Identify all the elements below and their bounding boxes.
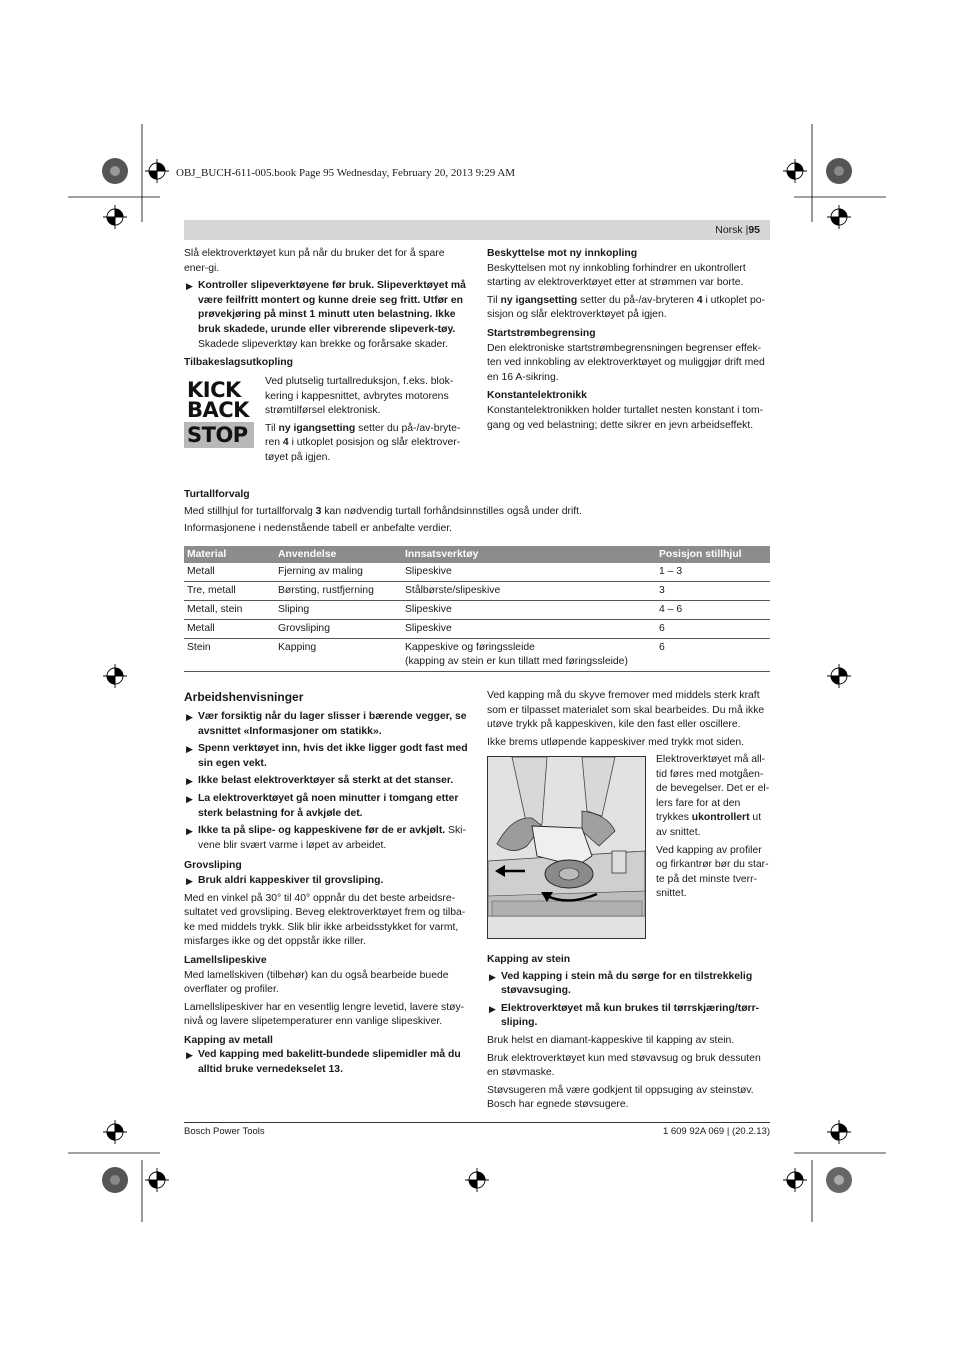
footer-rule bbox=[184, 1122, 770, 1123]
print-header: OBJ_BUCH-611-005.book Page 95 Wednesday, February 20, 2013 9:29 AM bbox=[176, 167, 516, 179]
table-row bbox=[184, 601, 770, 620]
kapp-metal-bullet: ▶ Ved kapping med bakelitt-bundede slipemidler må du alltid bruke vernedekselet 13. bbox=[186, 1049, 461, 1076]
grov-bullet: ▶ Bruk aldri kappeskiver til grovsliping. bbox=[184, 874, 468, 889]
intro-text: Slå elektroverktøyet kun på når du bruker det for å spare ener-gi. bbox=[184, 248, 445, 274]
kapp-metal-heading: Kapping av metall bbox=[184, 1034, 273, 1046]
bullet-arrow-icon: ▶ bbox=[186, 1050, 193, 1061]
table-cell: Tre, metall bbox=[184, 582, 275, 601]
page-header-label bbox=[680, 223, 760, 238]
table-header-cell: Material bbox=[184, 546, 275, 563]
cutting-text-2: Ikke brems utløpende kappeskiver med trykk mot siden. bbox=[487, 736, 744, 748]
footer-left: Bosch Power Tools bbox=[184, 1126, 265, 1137]
table-cell: Kappeskive og føringssleide (kapping av stein er kun tillatt med føringssleide) bbox=[402, 639, 656, 672]
header-separator: | bbox=[745, 224, 749, 236]
bullet-arrow-icon: ▶ bbox=[186, 875, 193, 886]
table-cell: Slipeskive bbox=[402, 620, 656, 639]
speed-line-1: Med stillhjul for turtallforvalg 3 kan nødvendig turtall forhåndsinnstilles også under drift. bbox=[184, 505, 582, 517]
speed-table bbox=[184, 546, 770, 672]
table-cell: Slipeskive bbox=[402, 563, 656, 582]
lamell-text-1: Med lamellskiven (tilbehør) kan du også bearbeide buede overflater og profiler. bbox=[184, 969, 449, 996]
kickback-text: Ved plutselig turtallreduksjon, f.eks. blok-kering i kappesnittet, avbrytes motorens strømtilførsel elektronisk. bbox=[265, 376, 454, 417]
table-cell: Metall bbox=[184, 620, 275, 639]
table-cell: Slipeskive bbox=[402, 601, 656, 620]
table-header-cell: Innsatsverktøy bbox=[402, 546, 656, 563]
stone-bullet: ▶ Elektroverktøyet må kun brukes til tørrskjæring/tørr-sliping. bbox=[489, 1002, 760, 1029]
header-language: Norsk bbox=[715, 224, 743, 236]
grov-text: Med en vinkel på 30° til 40° oppnår du det beste arbeidsre-sultatet ved grovsliping. Beveg elektroverktøyet frem og tilba-ke med middels trykk. Slik blir ikke arbeidsstykket for varmt, misfarges ikke og det oppstår ikke riller. bbox=[184, 892, 466, 948]
table-cell: 4 – 6 bbox=[656, 601, 770, 620]
restart-protection-heading: Beskyttelse mot ny innkopling bbox=[487, 248, 638, 259]
cutting-illustration bbox=[487, 756, 646, 939]
work-bullet: ▶ Ikke belast elektroverktøyer så sterkt at det stanser. bbox=[184, 774, 468, 789]
work-bullet: ▶ Ikke ta på slipe- og kappeskivene før de er avkjølt. Ski-vene blir svært varme i løpet av arbeidet. bbox=[186, 825, 466, 851]
stone-text-1: Bruk helst en diamant-kappeskive til kapping av stein. bbox=[487, 1034, 735, 1046]
speed-heading: Turtallforvalg bbox=[184, 489, 250, 500]
bullet-arrow-icon: ▶ bbox=[186, 826, 193, 837]
table-cell: Metall, stein bbox=[184, 601, 275, 620]
kickback-text-block bbox=[265, 375, 470, 469]
table-cell: Kapping bbox=[275, 639, 402, 672]
table-cell: 3 bbox=[656, 582, 770, 601]
table-cell: 1 – 3 bbox=[656, 563, 770, 582]
stone-text-3: Støvsugeren må være godkjent til oppsuging av steinstøv. Bosch har egnede støvsugere. bbox=[487, 1084, 754, 1111]
stone-heading: Kapping av stein bbox=[487, 954, 571, 965]
startcurrent-heading: Startstrømbegrensing bbox=[487, 327, 596, 339]
restart-protection-text: Beskyttelsen mot ny innkobling forhindrer en ukontrollert starting av elektroverktøyet etter at strømmen var borte. bbox=[487, 262, 746, 289]
left-top-column bbox=[184, 247, 468, 371]
right-top-column bbox=[487, 247, 771, 436]
kickback-stop-logo bbox=[184, 379, 254, 448]
table-cell: Stålbørste/slipeskive bbox=[402, 582, 656, 601]
constant-electronics-heading: Konstantelektronikk bbox=[487, 390, 587, 402]
table-cell: 6 bbox=[656, 639, 770, 672]
bullet-check-tools: ▶ Kontroller slipeverktøyene før bruk. Slipeverktøyet må være feilfritt montert og kunne dreie seg fritt. Utfør en prøvekjøring på minst 1 minutt uten belastning. Ikke bruk skadede, urunde eller vibrerende slipeverk-tøy. Skadede slipeverktøy kan brekke og forårsake skader. bbox=[186, 280, 466, 350]
table-cell: Grovsliping bbox=[275, 620, 402, 639]
work-heading: Arbeidshenvisninger bbox=[184, 690, 304, 704]
table-cell: Sliping bbox=[275, 601, 402, 620]
work-bullet: ▶ La elektroverktøyet gå noen minutter i tomgang etter sterk belastning for å avkjøle det. bbox=[186, 792, 459, 819]
lamell-text-2: Lamellslipeskiver har en vesentlig lengre levetid, lavere støy-nivå og lavere slipetemperaturer enn vanlige slipeskiver. bbox=[184, 1001, 465, 1028]
bullet-arrow-icon: ▶ bbox=[186, 744, 193, 755]
table-row bbox=[184, 620, 770, 639]
table-cell: Stein bbox=[184, 639, 275, 672]
table-header-row bbox=[184, 546, 770, 563]
table-cell: Fjerning av maling bbox=[275, 563, 402, 582]
footer-right: 1 609 92A 069 | (20.2.13) bbox=[662, 1126, 770, 1137]
constant-electronics-text: Konstantelektronikken holder turtallet nesten konstant i tom-gang og ved belastning; dette sikrer en jevn arbeidseffekt. bbox=[487, 404, 764, 431]
bullet-arrow-icon: ▶ bbox=[186, 776, 193, 787]
left-bottom-column bbox=[184, 689, 468, 1081]
table-cell: Metall bbox=[184, 563, 275, 582]
table-header-cell: Posisjon stillhjul bbox=[656, 546, 770, 563]
illustration-side-text bbox=[656, 753, 772, 905]
table-row bbox=[184, 563, 770, 582]
speed-section bbox=[184, 488, 770, 540]
lamell-heading: Lamellslipeskive bbox=[184, 954, 267, 966]
bullet-arrow-icon: ▶ bbox=[186, 712, 193, 722]
restart-protection-text2: Til ny igangsetting setter du på-/av-bryteren 4 i utkoplet po-sisjon og slår elektroverktøyet på igjen. bbox=[487, 294, 765, 321]
logo-line-stop: STOP bbox=[187, 423, 248, 447]
bullet-arrow-icon: ▶ bbox=[489, 971, 496, 982]
table-header-cell: Anvendelse bbox=[275, 546, 402, 563]
page-number: 95 bbox=[748, 224, 760, 236]
work-bullet: ▶ Vær forsiktig når du lager slisser i bærende vegger, se avsnittet «Informasjoner om statikk». bbox=[186, 711, 467, 737]
table-row bbox=[184, 639, 770, 672]
bullet-arrow-icon: ▶ bbox=[186, 793, 193, 804]
side-text-2: Ved kapping av profiler og firkantrør bør du star-te på det minste tverr-snittet. bbox=[656, 844, 769, 900]
right-bottom-lower-text bbox=[487, 953, 771, 1116]
logo-line-back: BACK bbox=[187, 398, 249, 422]
kickback-heading: Tilbakeslagsutkopling bbox=[184, 357, 293, 369]
table-cell: 6 bbox=[656, 620, 770, 639]
bullet-arrow-icon: ▶ bbox=[186, 281, 193, 292]
bullet-arrow-icon: ▶ bbox=[489, 1003, 496, 1014]
stone-text-2: Bruk elektroverktøyet kun med støvavsug og bruk dessuten en støvmaske. bbox=[487, 1052, 761, 1079]
logo-line-kick: KICK bbox=[187, 378, 241, 402]
side-text-1: Elektroverktøyet må all-tid føres med motgåen-de bevegelser. Det er el-lers fare for at den trykkes ukontrollert ut av snittet. bbox=[656, 754, 770, 838]
grov-heading: Grovsliping bbox=[184, 860, 242, 872]
stone-bullet: ▶ Ved kapping i stein må du sørge for en tilstrekkelig støvavsuging. bbox=[489, 970, 753, 997]
work-bullet: ▶ Spenn verktøyet inn, hvis det ikke ligger godt fast med sin egen vekt. bbox=[186, 743, 468, 769]
cutting-text-1: Ved kapping må du skyve fremover med middels sterk kraft som er tilpasset materialet som skal bearbeides. Du må ikke utøve trykk på kappeskiven, kile den fast eller oscillere. bbox=[487, 690, 765, 731]
startcurrent-text: Den elektroniske startstrømbegrensningen begrenser effek-ten ved innkobling av elektroverktøyet og muliggjør drift med en 16 A-sikring. bbox=[487, 342, 765, 383]
right-bottom-top-text bbox=[487, 689, 771, 753]
speed-line-2: Informasjonene i nedenstående tabell er anbefalte verdier. bbox=[184, 523, 453, 535]
table-row bbox=[184, 582, 770, 601]
table-cell: Børsting, rustfjerning bbox=[275, 582, 402, 601]
kickback-text-restart: Til ny igangsetting setter du på-/av-bryte-ren 4 i utkoplet posisjon og slår elektrover-tøyet på igjen. bbox=[265, 422, 461, 463]
